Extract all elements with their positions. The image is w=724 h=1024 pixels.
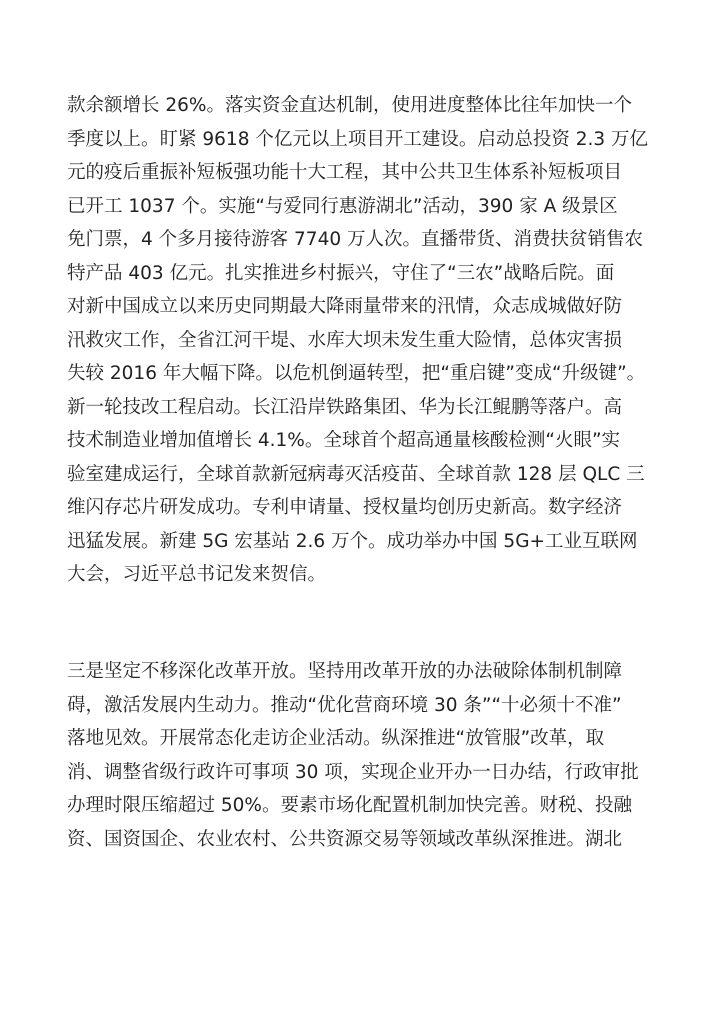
text-line: 验室建成运行，全球首款新冠病毒灭活疫苗、全球首款 128 层 QLC 三 <box>67 463 645 485</box>
text-line: 大会，习近平总书记发来贺信。 <box>67 564 327 585</box>
text-line: 已开工 1037 个。实施“与爱同行惠游湖北”活动，390 家 A 级景区 <box>67 195 618 217</box>
text-line: 新一轮技改工程启动。长江沿岸铁路集团、华为长江鲲鹏等落户。高 <box>67 396 623 418</box>
body-paragraph <box>67 89 667 592</box>
body-paragraph <box>67 655 667 856</box>
text-line: 失较 2016 年大幅下降。以危机倒逼转型，把“重启键”变成“升级键”。 <box>67 363 646 384</box>
text-line: 维闪存芯片研发成功。专利申请量、授权量均创历史新高。数字经济 <box>67 497 623 518</box>
text-line: 消、调整省级行政许可事项 30 项，实现企业开办一日办结，行政审批 <box>67 761 639 783</box>
text-line: 碍，激活发展内生动力。推动“优化营商环境 30 条”“十必须十不准” <box>67 694 622 716</box>
text-line: 免门票，4 个多月接待游客 7740 万人次。直播带货、消费扶贫销售农 <box>67 229 643 250</box>
text-line: 资、国资国企、农业农村、公共资源交易等领域改革纵深推进。湖北 <box>67 828 623 850</box>
text-line: 技术制造业增加值增长 4.1%。全球首个超高通量核酸检测“火眼”实 <box>67 430 621 451</box>
text-line: 汛救灾工作，全省江河干堤、水库大坝未发生重大险情，总体灾害损 <box>67 329 623 351</box>
text-line: 特产品 403 亿元。扎实推进乡村振兴，守住了“三农”战略后院。面 <box>67 262 615 284</box>
text-line: 办理时限压缩超过 50%。要素市场化配置机制加快完善。财税、投融 <box>67 795 633 816</box>
text-line: 三是坚定不移深化改革开放。坚持用改革开放的办法破除体制机制障 <box>67 661 623 682</box>
text-line: 款余额增长 26%。落实资金直达机制，使用进度整体比往年加快一个 <box>67 95 633 116</box>
text-line: 季度以上。盯紧 9618 个亿元以上项目开工建设。启动总投资 2.3 万亿 <box>67 128 649 150</box>
text-line: 元的疫后重振补短板强功能十大工程，其中公共卫生体系补短板项目 <box>67 162 623 183</box>
text-line: 落地见效。开展常态化走访企业活动。纵深推进“放管服”改革，取 <box>67 728 605 749</box>
text-line: 迅猛发展。新建 5G 宏基站 2.6 万个。成功举办中国 5G+工业互联网 <box>67 530 638 552</box>
text-line: 对新中国成立以来历史同期最大降雨量带来的汛情，众志成城做好防 <box>67 296 623 317</box>
